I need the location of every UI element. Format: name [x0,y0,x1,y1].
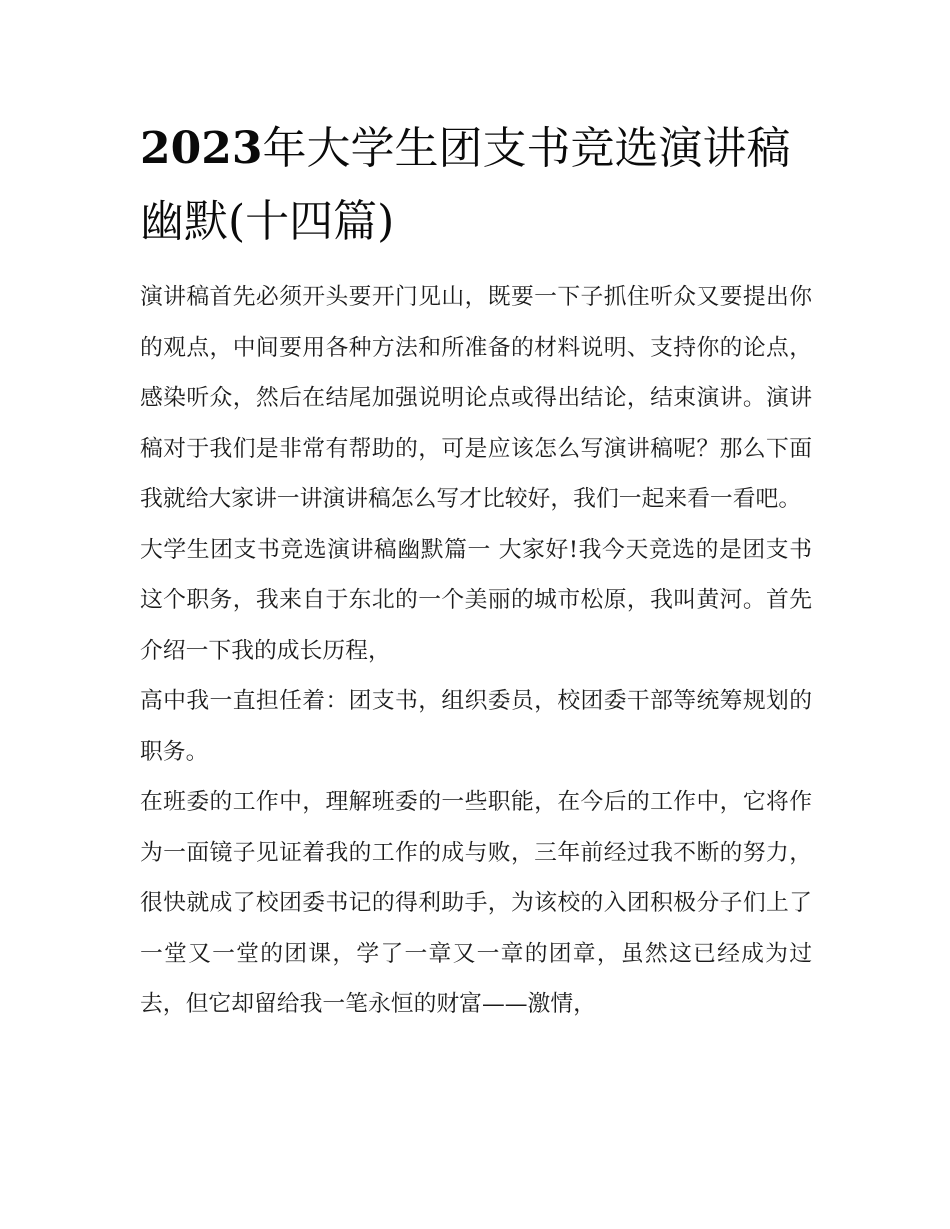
intro-paragraph: 演讲稿首先必须开头要开门见山，既要一下子抓住听众又要提出你的观点，中间要用各种方法和所准备的材料说明、支持你的论点，感染听众，然后在结尾加强说明论点或得出结论，结束演讲。演讲稿对于我们是非常有帮助的，可是应该怎么写演讲稿呢？那么下面我就给大家讲一讲演讲稿怎么写才比较好，我们一起来看一看吧。 [140,284,812,512]
body-paragraph: 在班委的工作中，理解班委的一些职能，在今后的工作中，它将作为一面镜子见证着我的工作的成与败，三年前经过我不断的努力，很快就成了校团委书记的得利助手，为该校的入团积极分子们上了一堂又一堂的团课，学了一章又一章的团章，虽然这已经成为过去，但它却留给我一笔永恒的财富——激情， [140,789,812,1017]
title-text: 年大学生团支书竞选演讲稿幽默(十四篇) [140,123,791,247]
document-content [140,112,812,1030]
document-title [140,112,812,258]
body-paragraph: 大学生团支书竞选演讲稿幽默篇一 大家好!我今天竞选的是团支书这个职务，我来自于东北的一个美丽的城市松原，我叫黄河。首先介绍一下我的成长历程， [140,536,812,664]
body-paragraph: 高中我一直担任着：团支书，组织委员，校团委干部等统筹规划的职务。 [140,688,812,765]
title-year: 2023 [140,123,263,174]
document-body [140,272,812,1030]
